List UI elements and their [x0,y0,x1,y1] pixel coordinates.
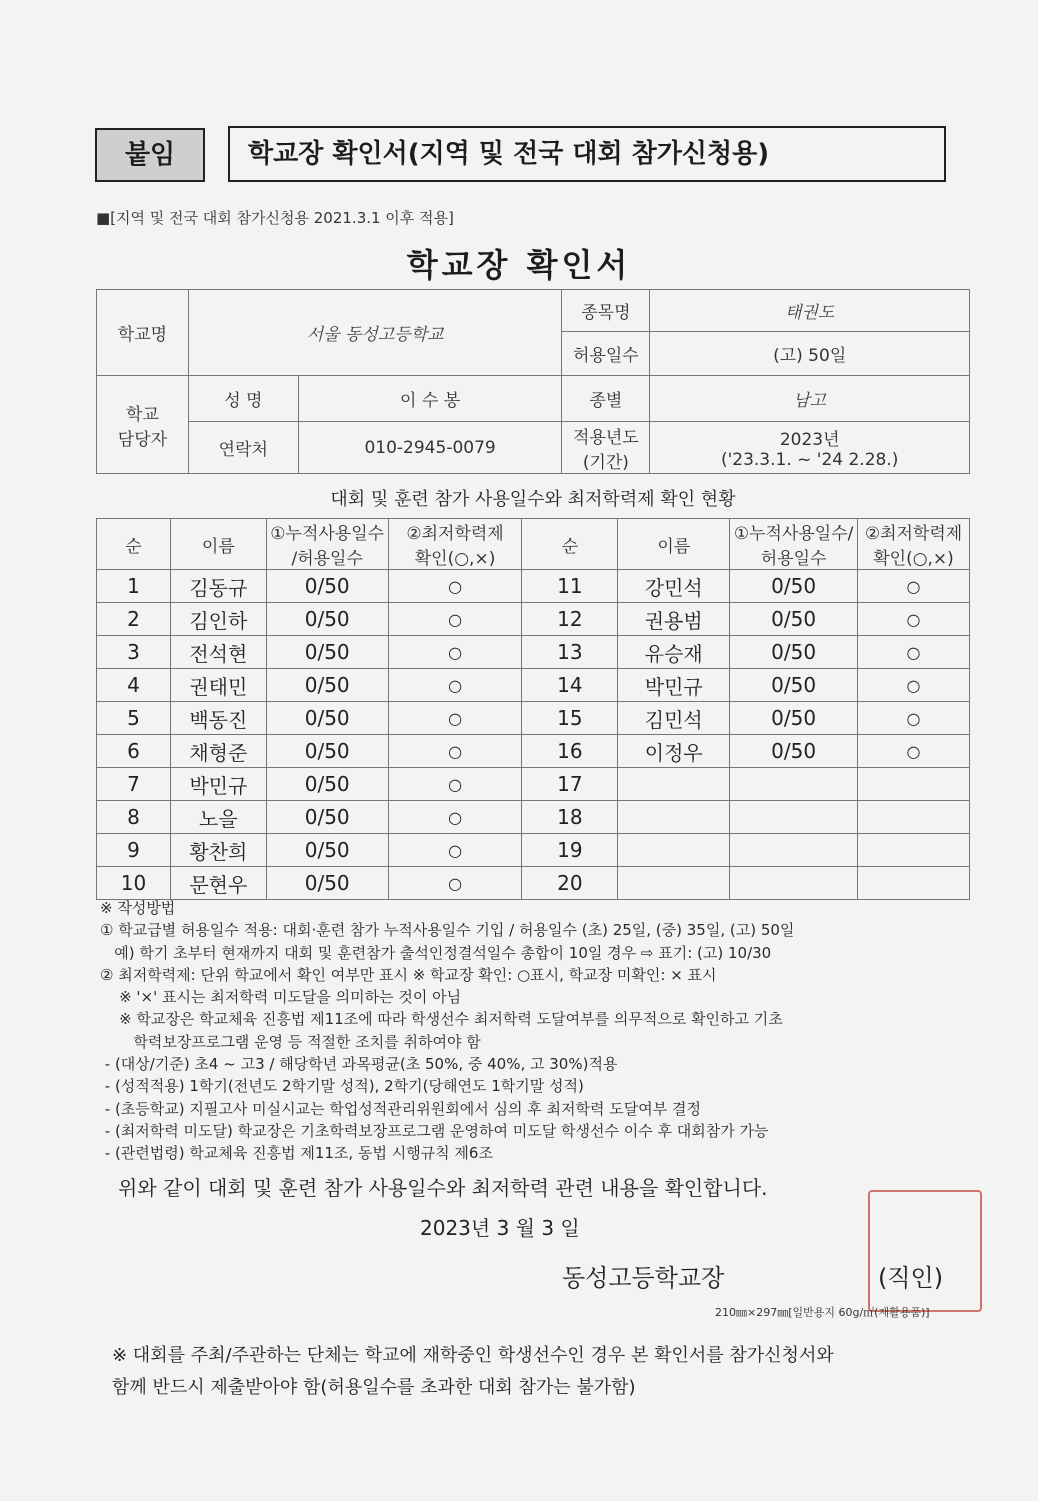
applicability-note: ■[지역 및 전국 대회 참가신청용 2021.3.1 이후 적용] [96,209,454,227]
header-check-line2: 확인(○,×) [414,549,496,569]
manager-label [97,376,189,474]
principal-name: 동성고등학교장 [562,1264,725,1292]
row-number: 12 [522,603,618,636]
student-name: 강민석 [618,570,730,603]
used-days [730,867,858,900]
row-number: 4 [97,669,171,702]
min-academic-check: ○ [388,669,522,702]
period-label-line2: (기간) [582,452,629,473]
table-row [97,801,970,834]
note-line: 예) 학기 초부터 현재까지 대회 및 훈련참가 출석인정결석일수 총합이 10일 경우 ⇨ 표기: (고) 10/30 [100,943,772,962]
student-name: 박민규 [618,669,730,702]
student-name [618,867,730,900]
min-academic-check: ○ [388,603,522,636]
note-line: - (대상/기준) 초4 ~ 고3 / 해당학년 과목평균(초 50%, 중 40%, 고 30%)적용 [100,1055,618,1074]
note-line: ※ '×' 표시는 최저학력 미도달을 의미하는 것이 아님 [100,988,462,1007]
status-table [96,518,970,900]
category-value: 남고 [650,376,970,422]
header-days-line2: /허용일수 [291,549,363,569]
name-label: 성 명 [188,376,298,422]
header-check-line1: ②최저학력제 [406,524,504,544]
student-name: 백동진 [170,702,266,735]
page-title: 학교장 확인서 [406,246,632,284]
row-number: 9 [97,834,171,867]
row-number: 6 [97,735,171,768]
used-days [730,801,858,834]
contact-value: 010-2945-0079 [298,422,562,474]
used-days: 0/50 [266,603,388,636]
student-name: 권용범 [618,603,730,636]
table-row [97,702,970,735]
used-days: 0/50 [266,834,388,867]
note-line: ① 학교급별 허용일수 적용: 대회·훈련 참가 누적사용일수 기입 / 허용일수 (초) 25일, (중) 35일, (고) 50일 [100,921,795,940]
student-name: 유승재 [618,636,730,669]
row-number: 18 [522,801,618,834]
header-name-right: 이름 [618,519,730,570]
used-days [730,768,858,801]
note-line: ※ 학교장은 학교체육 진흥법 제11조에 따라 학생선수 최저학력 도달여부를 의무적으로 확인하고 기초 [100,1010,783,1029]
header-no: 순 [97,519,171,570]
header-days-right-line1: ①누적사용일수/ [733,524,854,544]
footnote-line2: 함께 반드시 제출받아야 함(허용일수를 초과한 대회 참가는 불가함) [112,1377,636,1398]
used-days: 0/50 [730,636,858,669]
official-seal-stamp [868,1190,982,1312]
school-name: 서울 동성고등학교 [188,290,562,376]
student-name: 노을 [170,801,266,834]
footnote [112,1340,834,1404]
table-row [97,669,970,702]
min-academic-check: ○ [388,768,522,801]
used-days: 0/50 [730,669,858,702]
period-value [650,422,970,474]
row-number: 11 [522,570,618,603]
table-row [97,636,970,669]
student-name: 문현우 [170,867,266,900]
attachment-badge: 붙임 [95,128,205,182]
table-row [97,768,970,801]
row-number: 8 [97,801,171,834]
used-days: 0/50 [266,636,388,669]
student-name: 김인하 [170,603,266,636]
used-days: 0/50 [266,867,388,900]
min-academic-check: ○ [388,834,522,867]
used-days: 0/50 [730,735,858,768]
header-name: 이름 [170,519,266,570]
period-label [562,422,650,474]
note-line: - (성적적용) 1학기(전년도 2학기말 성적), 2학기(당해연도 1학기말 성적) [100,1077,584,1096]
student-name [618,834,730,867]
table-row [97,570,970,603]
min-academic-check [858,834,970,867]
school-label: 학교명 [97,290,189,376]
row-number: 14 [522,669,618,702]
header-check-right-line1: ②최저학력제 [864,524,963,544]
used-days: 0/50 [266,768,388,801]
min-academic-check: ○ [388,570,522,603]
used-days [730,834,858,867]
event-label: 종목명 [562,290,650,332]
writing-instructions [100,897,980,1165]
row-number: 7 [97,768,171,801]
table-row [97,735,970,768]
row-number: 5 [97,702,171,735]
student-name: 김민석 [618,702,730,735]
period-range: ('23.3.1. ~ '24 2.28.) [720,450,899,470]
min-academic-check: ○ [858,636,970,669]
period-label-line1: 적용년도 [573,427,639,448]
note-line: - (관련법령) 학교체육 진흥법 제11조, 동법 시행규칙 제6조 [100,1144,493,1163]
info-table [96,289,970,474]
status-table-body [97,570,970,900]
row-number: 13 [522,636,618,669]
student-name: 권태민 [170,669,266,702]
period-year: 2023년 [779,430,840,450]
manager-name: 이 수 봉 [298,376,562,422]
header-check-right-line2: 확인(○,×) [873,549,954,569]
event-value: 태권도 [650,290,970,332]
row-number: 1 [97,570,171,603]
student-name [618,768,730,801]
min-academic-check: ○ [388,636,522,669]
confirmation-date: 2023년 3 월 3 일 [420,1216,580,1240]
document-header-title: 학교장 확인서(지역 및 전국 대회 참가신청용) [228,126,946,182]
row-number: 16 [522,735,618,768]
student-name: 박민규 [170,768,266,801]
notes-lines [100,919,980,1164]
min-academic-check: ○ [388,735,522,768]
header-check-right [858,519,970,570]
seal-label: (직인) [878,1264,944,1292]
row-number: 19 [522,834,618,867]
allowed-days-label: 허용일수 [562,332,650,376]
table-row [97,603,970,636]
row-number: 15 [522,702,618,735]
manager-label-line2: 담당자 [117,429,168,450]
student-name: 황찬희 [170,834,266,867]
row-number: 20 [522,867,618,900]
note-line: - (초등학교) 지필고사 미실시교는 학업성적관리위원회에서 심의 후 최저학력 도달여부 결정 [100,1099,701,1118]
student-name: 전석현 [170,636,266,669]
min-academic-check: ○ [858,603,970,636]
row-number: 3 [97,636,171,669]
header-check [388,519,522,570]
student-name: 이정우 [618,735,730,768]
row-number: 17 [522,768,618,801]
table-row [97,834,970,867]
header-days [266,519,388,570]
min-academic-check: ○ [388,867,522,900]
allowed-days-value: (고) 50일 [650,332,970,376]
min-academic-check: ○ [858,570,970,603]
header-days-line1: ①누적사용일수 [270,524,385,544]
confirmation-statement: 위와 같이 대회 및 훈련 참가 사용일수와 최저학력 관련 내용을 확인합니다. [118,1176,768,1200]
notes-title: ※ 작성방법 [100,899,176,917]
min-academic-check [858,867,970,900]
used-days: 0/50 [266,669,388,702]
used-days: 0/50 [266,570,388,603]
used-days: 0/50 [730,702,858,735]
min-academic-check: ○ [388,702,522,735]
table-row [97,867,970,900]
header-no-right: 순 [522,519,618,570]
min-academic-check [858,801,970,834]
row-number: 2 [97,603,171,636]
category-label: 종별 [562,376,650,422]
manager-label-line1: 학교 [126,404,159,425]
student-name: 채형준 [170,735,266,768]
header-days-right [730,519,858,570]
min-academic-check: ○ [858,735,970,768]
row-number: 10 [97,867,171,900]
student-name: 김동규 [170,570,266,603]
paper-spec: 210㎜×297㎜[일반용지 60g/㎡(재활용품)] [715,1306,930,1319]
min-academic-check: ○ [388,801,522,834]
min-academic-check [858,768,970,801]
student-name [618,801,730,834]
note-line: - (최저학력 미도달) 학교장은 기초학력보장프로그램 운영하여 미도달 학생선수 이수 후 대회참가 가능 [100,1121,769,1140]
status-table-title: 대회 및 훈련 참가 사용일수와 최저학력제 확인 현황 [330,489,736,510]
used-days: 0/50 [266,702,388,735]
header-days-right-line2: 허용일수 [760,549,827,569]
contact-label: 연락처 [188,422,298,474]
min-academic-check: ○ [858,669,970,702]
footnote-line1: ※ 대회를 주최/주관하는 단체는 학교에 재학중인 학생선수인 경우 본 확인서를 참가신청서와 [112,1345,834,1366]
used-days: 0/50 [730,603,858,636]
note-line: 학력보장프로그램 운영 등 적절한 조치를 취하여야 함 [100,1032,481,1051]
note-line: ② 최저학력제: 단위 학교에서 확인 여부만 표시 ※ 학교장 확인: ○표시, 학교장 미확인: × 표시 [100,965,717,984]
used-days: 0/50 [266,735,388,768]
min-academic-check: ○ [858,702,970,735]
used-days: 0/50 [730,570,858,603]
used-days: 0/50 [266,801,388,834]
